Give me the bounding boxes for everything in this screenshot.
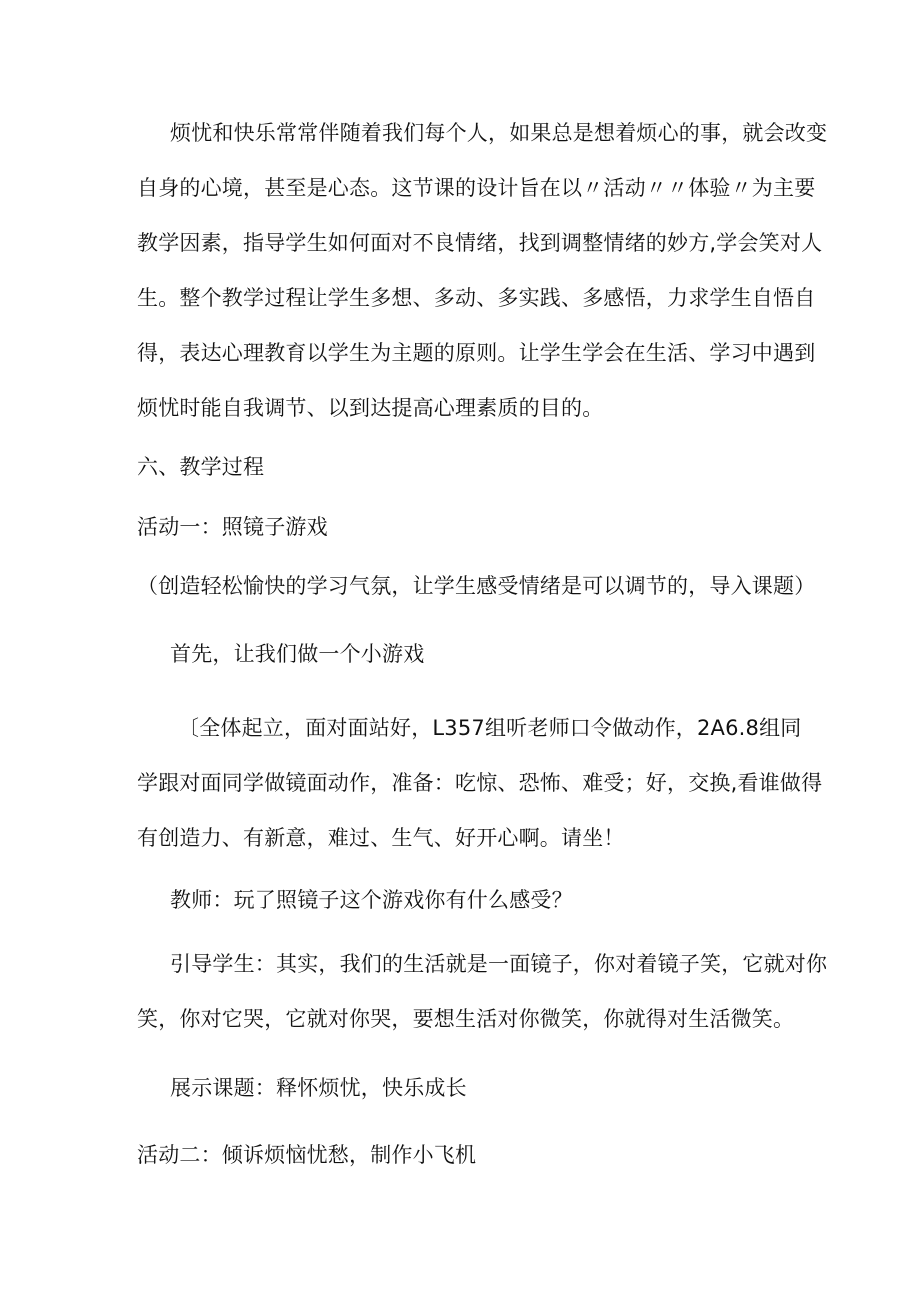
guidance-line-1: 引导学生：其实，我们的生活就是一面镜子，你对着镜子笑，它就对你 bbox=[170, 952, 828, 976]
teacher-question: 教师：玩了照镜子这个游戏你有什么感受？ bbox=[170, 888, 573, 912]
instruction-line-3: 有创造力、有新意，难过、生气、好开心啊。请坐！ bbox=[137, 826, 625, 850]
activity-two-title: 活动二：倾诉烦恼忧愁，制作小飞机 bbox=[137, 1143, 477, 1167]
guidance-line-2: 笑，你对它哭，它就对你哭，要想生活对你微笑，你就得对生活微笑。 bbox=[137, 1007, 795, 1031]
intro-line-4: 生。整个教学过程让学生多想、多动、多实践、多感悟，力求学生自悟自 bbox=[137, 286, 816, 310]
instruction-line-1: 〔全体起立，面对面站好，L357组听老师口令做动作，2A6.8组同 bbox=[178, 716, 802, 740]
intro-line-1: 烦忧和快乐常常伴随着我们每个人，如果总是想着烦心的事，就会改变 bbox=[170, 121, 828, 145]
activity-one-purpose: （创造轻松愉快的学习气氛，让学生感受情绪是可以调节的，导入课题） bbox=[137, 574, 816, 598]
first-line: 首先，让我们做一个小游戏 bbox=[170, 642, 425, 666]
intro-line-2: 自身的心境，甚至是心态。这节课的设计旨在以〃活动〃〃体验〃为主要 bbox=[137, 176, 816, 200]
instruction-line-2: 学跟对面同学做镜面动作，准备：吃惊、恐怖、难受；好，交换,看谁做得 bbox=[137, 771, 823, 795]
activity-one-title: 活动一：照镜子游戏 bbox=[137, 515, 328, 539]
intro-line-6: 烦忧时能自我调节、以到达提高心理素质的目的。 bbox=[137, 396, 604, 420]
section-heading: 六、教学过程 bbox=[137, 455, 265, 479]
intro-line-5: 得，表达心理教育以学生为主题的原则。让学生学会在生活、学习中遇到 bbox=[137, 341, 816, 365]
topic-display: 展示课题：释怀烦忧，快乐成长 bbox=[170, 1076, 467, 1100]
intro-line-3: 教学因素，指导学生如何面对不良情绪，找到调整情绪的妙方,学会笑对人 bbox=[137, 231, 823, 255]
